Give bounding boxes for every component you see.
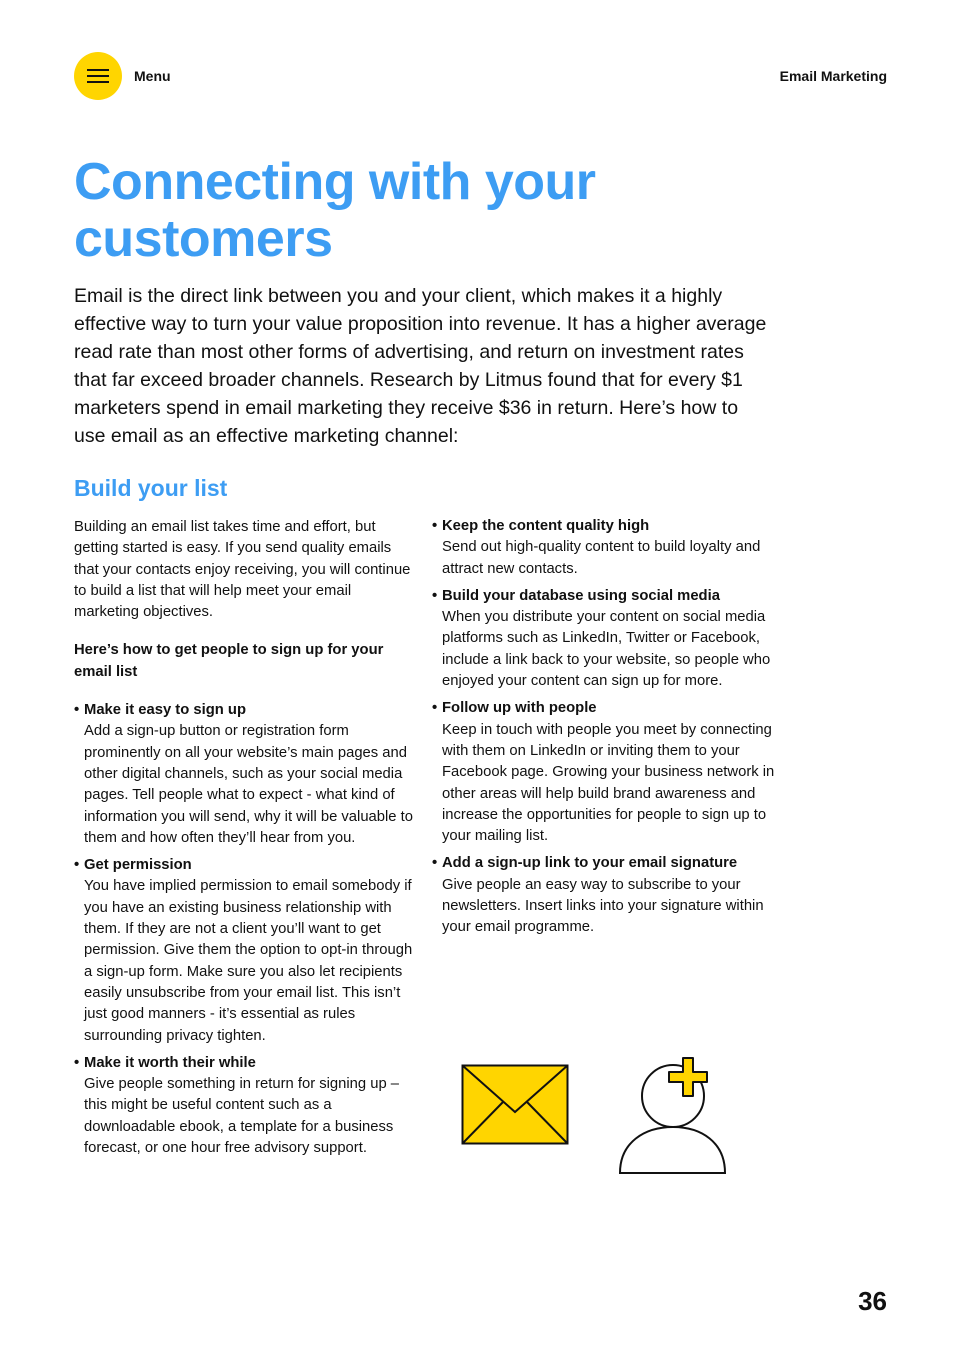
list-item-title: Keep the content quality high xyxy=(442,518,650,534)
list-item xyxy=(432,698,777,847)
list-item xyxy=(432,586,777,692)
list-item-body: Send out high-quality content to build loyalty and attract new contacts. xyxy=(442,539,761,577)
hamburger-icon-line-top xyxy=(87,69,109,71)
bullet: • xyxy=(74,1054,80,1071)
envelope-icon xyxy=(461,1064,569,1146)
list-item-body: Give people an easy way to subscribe to your newsletters. Insert links into your signature within your email programme. xyxy=(442,876,764,936)
bullet: • xyxy=(74,857,80,874)
list-item-body: When you distribute your content on social media platforms such as LinkedIn, Twitter or Facebook, include a link back to your website, so people who enjoyed your content can sign up for more. xyxy=(442,609,771,690)
hamburger-icon-line-middle xyxy=(87,75,109,77)
list-item-title: Add a sign-up link to your email signature xyxy=(442,855,738,872)
page-title: Connecting with your customers xyxy=(74,153,596,268)
list-item-body: Add a sign-up button or registration form prominently on all your website’s main pages and other digital channels, such as your social media pages. Tell people what to expect - what kind of information you will send, why it will be valuable to them and how often they’ll hear from you. xyxy=(84,723,413,846)
menu-button[interactable] xyxy=(74,52,122,100)
list-item-body: You have implied permission to email somebody if you have an existing business relationship with them. If they are not a client you’ll want to get permission. Give them the option to opt-in through a sign-up form. Make sure you also let recipients easily unsubscribe from your email list. This isn’t just good manners - it’s essential as rules surrounding privacy tighten. xyxy=(84,878,413,1044)
list-item-title: Make it easy to sign up xyxy=(84,702,246,719)
section-paragraph: Building an email list takes time and effort, but getting started is easy. If you send quality emails that your contacts enjoy receiving, you will continue to build a list that will help meet your email marketing objectives. xyxy=(74,519,411,621)
bullet: • xyxy=(432,587,438,604)
list-item-body: Keep in touch with people you meet by connecting with them on LinkedIn or inviting them to your Facebook page. Growing your business network in other areas will help build brand awareness and increase the opportunities for people to sign up to your mailing list. xyxy=(442,721,775,845)
bullet: • xyxy=(432,518,438,534)
list-item-title: Make it worth their while xyxy=(84,1054,256,1071)
right-column xyxy=(432,516,777,945)
list-item-title: Follow up with people xyxy=(442,700,597,717)
hamburger-icon-line-bottom xyxy=(87,81,109,83)
intro-paragraph: Email is the direct link between you and your client, which makes it a highly effective way to turn your value proposition into revenue. It has a higher average read rate than most other forms of advertising, and return on investment rates that far exceed broader channels. Research by Litmus found that for every $1 marketers spend in email marketing they receive $36 in return. Here’s how to use email as an effective marketing channel: xyxy=(74,285,767,447)
list-item xyxy=(74,855,414,1047)
list-item xyxy=(432,516,777,580)
add-person-icon xyxy=(617,1054,729,1178)
list-item xyxy=(74,1053,414,1159)
list-item-title: Build your database using social media xyxy=(442,587,720,604)
bullet: • xyxy=(432,700,438,717)
section-heading: Build your list xyxy=(74,475,228,501)
page-number: 36 xyxy=(858,1286,887,1316)
list-item-title: Get permission xyxy=(84,857,192,874)
menu-label[interactable]: Menu xyxy=(134,68,171,84)
section-label: Email Marketing xyxy=(779,68,887,84)
list-item xyxy=(432,853,777,938)
list-item xyxy=(74,700,414,849)
left-column xyxy=(74,517,414,1165)
bullet: • xyxy=(74,702,80,719)
section-subheading: Here’s how to get people to sign up for your email list xyxy=(74,642,384,680)
bullet: • xyxy=(432,855,438,872)
list-item-body: Give people something in return for signing up – this might be useful content such as a downloadable ebook, a template for a business forecast, or one hour free advisory support. xyxy=(84,1076,400,1157)
